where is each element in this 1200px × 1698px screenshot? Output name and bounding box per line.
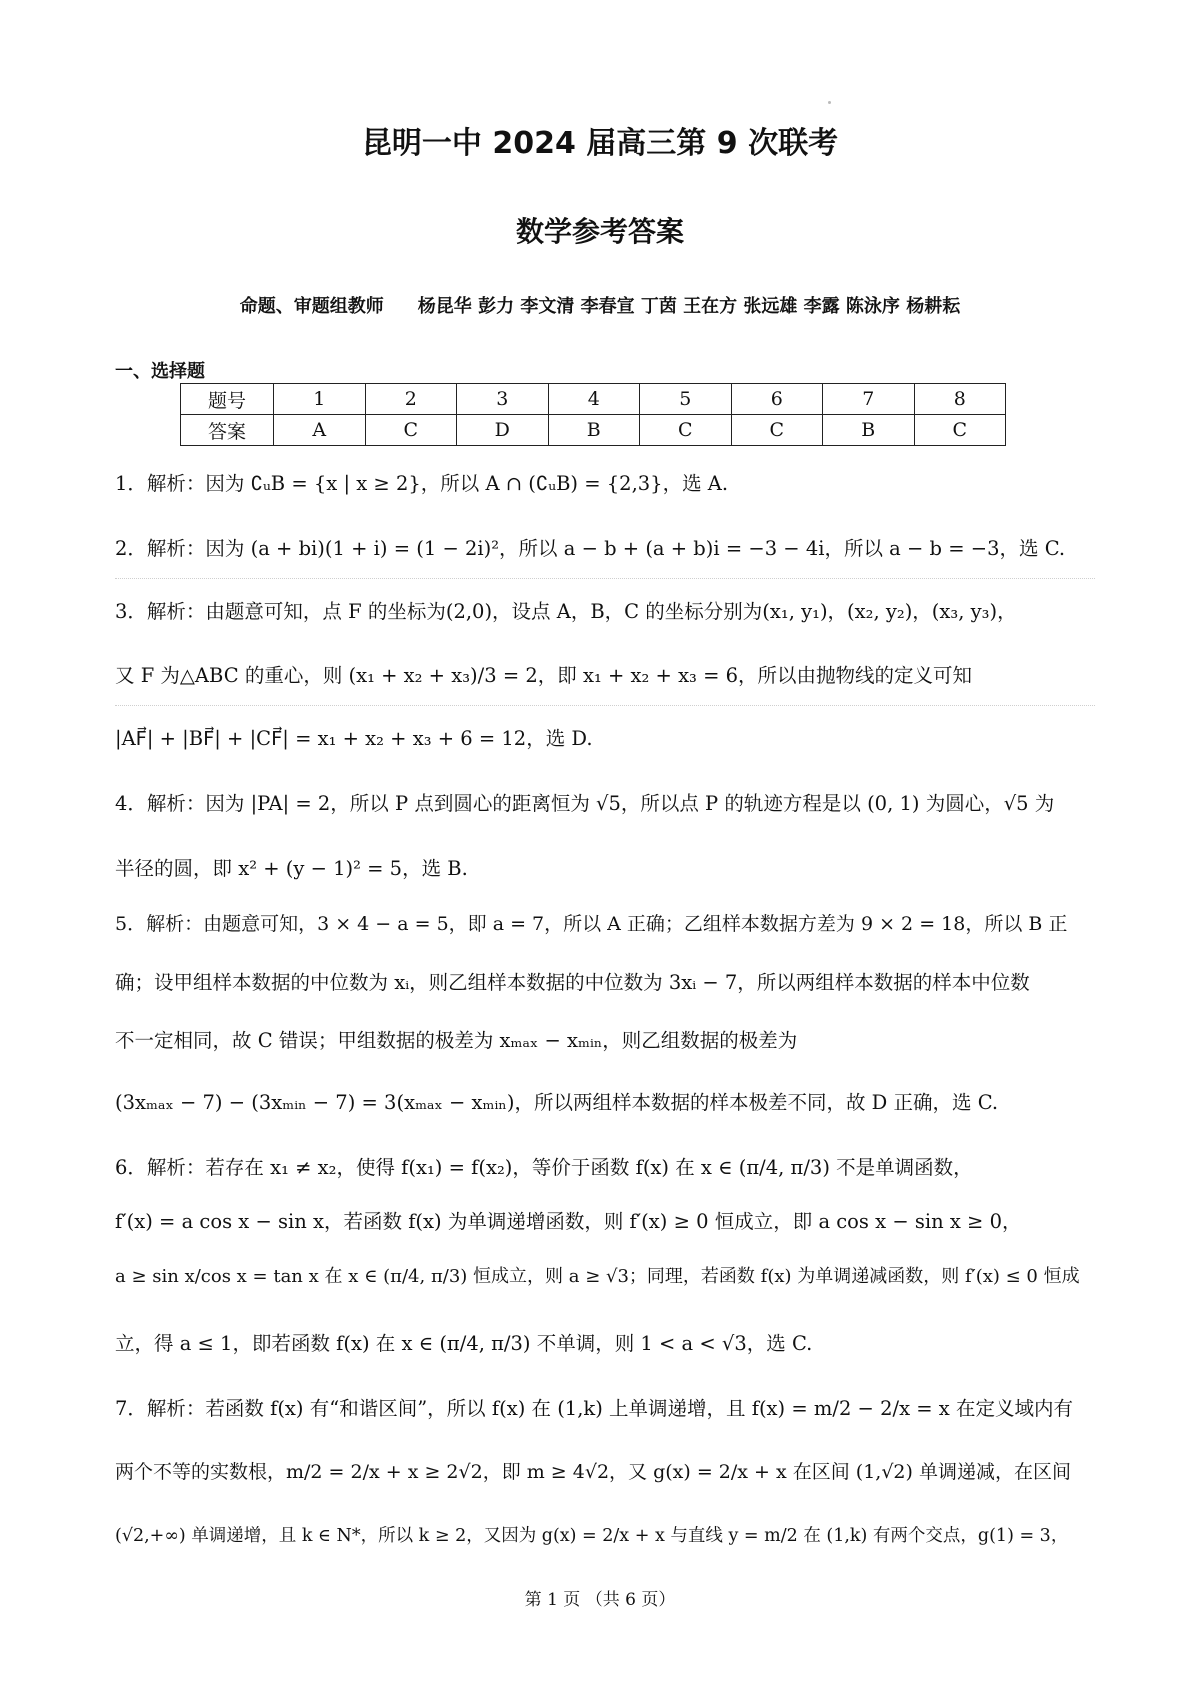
answer-table [180,383,1006,446]
table-cell: B [548,415,640,446]
row-label-number: 题号 [181,384,274,415]
table-cell: 8 [914,384,1006,415]
solution-5-line: 确；设甲组样本数据的中位数为 xᵢ，则乙组样本数据的中位数为 3xᵢ − 7，所以两组样本数据的样本中位数 [115,971,1030,994]
table-cell: 7 [823,384,915,415]
page-title: 昆明一中 2024 届高三第 9 次联考 [361,126,839,161]
solution-7-line: 两个不等的实数根，m/2 = 2/x + x ≥ 2√2，即 m ≥ 4√2，又 g(x) = 2/x + x 在区间 (1,√2) 单调递减，在区间 [115,1461,1071,1483]
table-cell: C [365,415,457,446]
table-cell: 5 [640,384,732,415]
solution-6-line: 立，得 a ≤ 1，即若函数 f(x) 在 x ∈ (π/4, π/3) 不单调，则 1 < a < √3，选 C. [115,1332,813,1355]
page-subtitle: 数学参考答案 [515,215,684,248]
answer-table-answer-row [181,415,1006,446]
table-cell: 1 [274,384,366,415]
table-cell: 3 [457,384,549,415]
solution-5-line: 5．解析：由题意可知，3 × 4 − a = 5，即 a = 7，所以 A 正确；乙组样本数据方差为 9 × 2 = 18，所以 B 正 [115,913,1068,935]
solution-3-line: |AF⃗| + |BF⃗| + |CF⃗| = x₁ + x₂ + x₃ + 6 = 12，选 D. [115,727,593,750]
solution-2-line: 2．解析：因为 (a + bi)(1 + i) = (1 − 2i)²，所以 a − b + (a + b)i = −3 − 4i，所以 a − b = −3，选 C. [115,537,1066,560]
solution-3-line: 又 F 为△ABC 的重心，则 (x₁ + x₂ + x₃)/3 = 2，即 x₁ + x₂ + x₃ = 6，所以由抛物线的定义可知 [115,664,973,687]
solution-4-line: 4．解析：因为 |PA| = 2，所以 P 点到圆心的距离恒为 √5，所以点 P 的轨迹方程是以 (0, 1) 为圆心，√5 为 [115,792,1055,815]
table-cell: C [731,415,823,446]
page-footer: 第 1 页 （共 6 页） [524,1590,676,1610]
table-cell: C [914,415,1006,446]
table-cell: A [274,415,366,446]
solution-4-line: 半径的圆，即 x² + (y − 1)² = 5，选 B. [115,857,468,880]
solution-5-line: 不一定相同，故 C 错误；甲组数据的极差为 xₘₐₓ − xₘᵢₙ，则乙组数据的极差为 [115,1029,798,1052]
authors-label: 命题、审题组教师 [239,296,384,317]
table-cell: 2 [365,384,457,415]
section-heading: 一、选择题 [115,361,205,382]
table-cell: D [457,415,549,446]
answer-table-number-row [181,384,1006,415]
scan-dotted-rule [115,578,1095,579]
scan-speck [828,101,831,104]
scan-dotted-rule [115,705,1095,706]
solution-1-line: 1．解析：因为 ∁ᵤB = {x | x ≥ 2}，所以 A ∩ (∁ᵤB) = {2,3}，选 A. [115,472,729,495]
table-cell: B [823,415,915,446]
solution-5-line: (3xₘₐₓ − 7) − (3xₘᵢₙ − 7) = 3(xₘₐₓ − xₘᵢₙ)，所以两组样本数据的样本极差不同，故 D 正确，选 C. [115,1091,999,1114]
solution-3-line: 3．解析：由题意可知，点 F 的坐标为(2,0)，设点 A，B，C 的坐标分别为(x₁, y₁)，(x₂, y₂)，(x₃, y₃)， [115,600,1017,623]
row-label-answer: 答案 [181,415,274,446]
solution-6-line: a ≥ sin x/cos x = tan x 在 x ∈ (π/4, π/3) 恒成立，则 a ≥ √3；同理，若函数 f(x) 为单调递减函数，则 f′(x) ≤ 0 恒成 [115,1266,1080,1287]
solution-7-line: (√2,+∞) 单调递增，且 k ∈ N*，所以 k ≥ 2，又因为 g(x) = 2/x + x 与直线 y = m/2 在 (1,k) 有两个交点，g(1) = 3， [115,1526,1069,1546]
solution-6-line: f′(x) = a cos x − sin x，若函数 f(x) 为单调递增函数，则 f′(x) ≥ 0 恒成立，即 a cos x − sin x ≥ 0， [115,1210,1022,1233]
table-cell: 4 [548,384,640,415]
solution-6-line: 6．解析：若存在 x₁ ≠ x₂，使得 f(x₁) = f(x₂)，等价于函数 f(x) 在 x ∈ (π/4, π/3) 不是单调函数， [115,1156,973,1179]
authors-line [0,292,1200,318]
table-cell: C [640,415,732,446]
authors-names: 杨昆华 彭力 李文清 李春宣 丁茵 王在方 张远雄 李露 陈泳序 杨耕耘 [417,296,961,317]
solution-7-line: 7．解析：若函数 f(x) 有“和谐区间”，所以 f(x) 在 (1,k) 上单调递增，且 f(x) = m/2 − 2/x = x 在定义域内有 [115,1397,1074,1420]
table-cell: 6 [731,384,823,415]
